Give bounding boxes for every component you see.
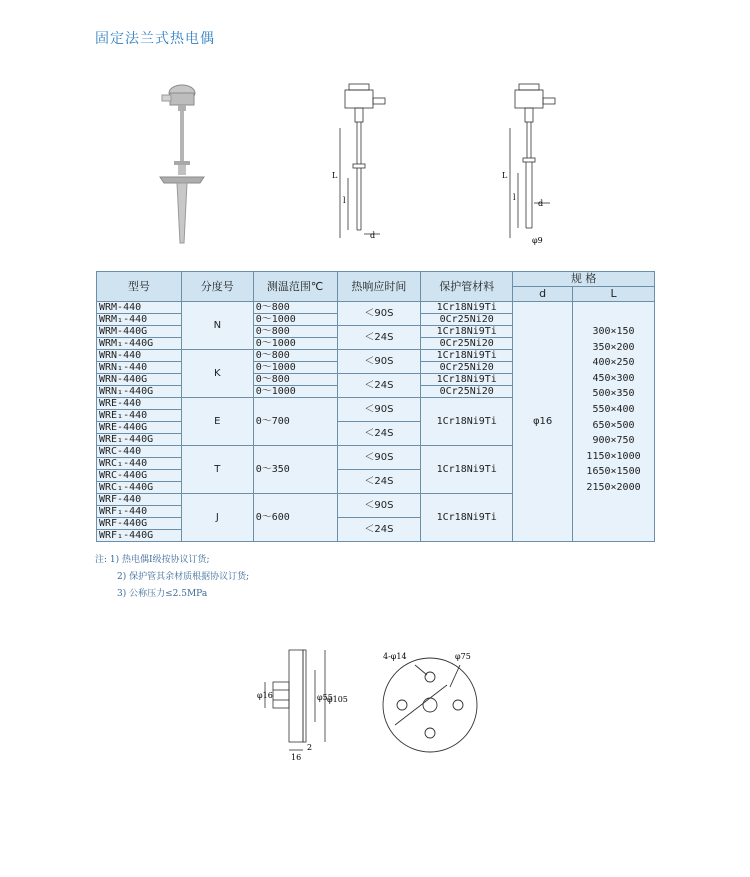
L-value: 450×300 xyxy=(592,372,635,384)
label-l: l xyxy=(513,193,516,202)
model-cell: WRM-440G xyxy=(97,326,182,338)
L-value: 350×200 xyxy=(592,341,635,353)
header-response: 热响应时间 xyxy=(337,272,421,302)
model-cell: WRC₁-440G xyxy=(97,482,182,494)
response-cell: ＜24S xyxy=(337,374,421,398)
material-cell: 0Cr25Ni20 xyxy=(421,314,513,326)
header-model: 型号 xyxy=(97,272,182,302)
material-cell: 1Cr18Ni9Ti xyxy=(421,326,513,338)
model-cell: WRC₁-440 xyxy=(97,458,182,470)
label-phi9: φ9 xyxy=(532,236,543,245)
L-value: 500×350 xyxy=(592,388,635,400)
L-value: 1650×1500 xyxy=(586,466,641,478)
model-cell: WRF₁-440G xyxy=(97,530,182,542)
grade-cell: N xyxy=(181,302,253,350)
response-cell: ＜90S xyxy=(337,398,421,422)
label-phi75: φ75 xyxy=(455,652,471,661)
header-d: d xyxy=(513,287,573,302)
material-cell: 1Cr18Ni9Ti xyxy=(421,374,513,386)
label-L: L xyxy=(502,171,508,180)
response-cell: ＜24S xyxy=(337,326,421,350)
label-phi16: φ16 xyxy=(257,691,273,700)
material-cell: 0Cr25Ni20 xyxy=(421,362,513,374)
flange-side-view xyxy=(255,640,355,765)
material-cell: 1Cr18Ni9Ti xyxy=(421,350,513,362)
response-cell: ＜24S xyxy=(337,470,421,494)
thermocouple-photo xyxy=(150,75,230,250)
grade-cell: K xyxy=(181,350,253,398)
photo-collar xyxy=(174,161,190,165)
model-cell: WRM₁-440 xyxy=(97,314,182,326)
L-values-cell xyxy=(573,302,655,542)
label-width16: 16 xyxy=(291,753,302,762)
material-cell: 1Cr18Ni9Ti xyxy=(421,302,513,314)
range-cell: 0～800 xyxy=(253,302,337,314)
grade-cell: J xyxy=(181,494,253,542)
response-cell: ＜24S xyxy=(337,422,421,446)
header-L: L xyxy=(573,287,655,302)
material-cell: 1Cr18Ni9Ti xyxy=(421,446,513,494)
spec-table xyxy=(96,271,655,542)
L-value: 2150×2000 xyxy=(586,481,641,493)
page-title: 固定法兰式热电偶 xyxy=(95,31,215,47)
table-row xyxy=(97,302,655,314)
model-cell: WRE₁-440 xyxy=(97,410,182,422)
response-cell: ＜90S xyxy=(337,494,421,518)
range-cell: 0～800 xyxy=(253,326,337,338)
photo-tube xyxy=(177,183,187,243)
material-cell: 1Cr18Ni9Ti xyxy=(421,494,513,542)
note-2: 2) 保护管其余材质根据协议订货; xyxy=(117,572,250,582)
response-cell: ＜90S xyxy=(337,302,421,326)
flange-front-view xyxy=(375,645,490,760)
range-cell: 0～1000 xyxy=(253,386,337,398)
label-width2: 2 xyxy=(307,743,313,752)
model-cell: WRF₁-440 xyxy=(97,506,182,518)
header-spec: 规 格 xyxy=(513,272,655,287)
range-cell: 0～800 xyxy=(253,374,337,386)
response-cell: ＜90S xyxy=(337,350,421,374)
range-cell: 0～1000 xyxy=(253,314,337,326)
grade-cell: E xyxy=(181,398,253,446)
response-cell: ＜90S xyxy=(337,446,421,470)
model-cell: WRN₁-440G xyxy=(97,386,182,398)
material-cell: 1Cr18Ni9Ti xyxy=(421,398,513,446)
model-cell: WRM₁-440G xyxy=(97,338,182,350)
range-cell: 0～700 xyxy=(253,398,337,446)
model-cell: WRN₁-440 xyxy=(97,362,182,374)
d-value-cell: φ16 xyxy=(513,302,573,542)
photo-stem xyxy=(180,111,184,163)
L-value: 300×150 xyxy=(592,326,635,337)
header-grade: 分度号 xyxy=(181,272,253,302)
range-cell: 0～350 xyxy=(253,446,337,494)
dimension-drawing-2 xyxy=(490,78,580,253)
model-cell: WRE-440G xyxy=(97,422,182,434)
response-cell: ＜24S xyxy=(337,518,421,542)
label-d: d xyxy=(370,231,376,240)
L-value: 1150×1000 xyxy=(586,450,641,462)
header-material: 保护管材料 xyxy=(421,272,513,302)
L-value: 650×500 xyxy=(592,419,635,431)
dimension-drawing-1 xyxy=(320,78,410,253)
L-value: 400×250 xyxy=(592,357,635,369)
range-cell: 0～1000 xyxy=(253,338,337,350)
grade-cell: T xyxy=(181,446,253,494)
model-cell: WRC-440G xyxy=(97,470,182,482)
model-cell: WRN-440 xyxy=(97,350,182,362)
label-phi55: φ55 xyxy=(317,693,333,702)
L-value: 900×750 xyxy=(592,435,635,447)
model-cell: WRF-440G xyxy=(97,518,182,530)
range-cell: 0～1000 xyxy=(253,362,337,374)
L-value: 550×400 xyxy=(592,403,635,415)
note-3: 3) 公称压力≤2.5MPa xyxy=(117,589,208,599)
photo-flange xyxy=(160,177,204,183)
range-cell: 0～600 xyxy=(253,494,337,542)
note-1: 注: 1) 热电偶Ⅰ级按协议订货; xyxy=(95,555,210,565)
material-cell: 0Cr25Ni20 xyxy=(421,386,513,398)
model-cell: WRC-440 xyxy=(97,446,182,458)
label-L: L xyxy=(332,171,338,180)
label-d: d xyxy=(538,199,544,208)
notes xyxy=(95,552,249,603)
label-holes: 4-φ14 xyxy=(383,652,407,661)
material-cell: 0Cr25Ni20 xyxy=(421,338,513,350)
range-cell: 0～800 xyxy=(253,350,337,362)
model-cell: WRE₁-440G xyxy=(97,434,182,446)
photo-head xyxy=(162,85,195,111)
model-cell: WRM-440 xyxy=(97,302,182,314)
header-range: 测温范围℃ xyxy=(253,272,337,302)
model-cell: WRE-440 xyxy=(97,398,182,410)
model-cell: WRN-440G xyxy=(97,374,182,386)
label-phi105: φ105 xyxy=(327,695,348,704)
label-l: l xyxy=(343,196,346,205)
model-cell: WRF-440 xyxy=(97,494,182,506)
